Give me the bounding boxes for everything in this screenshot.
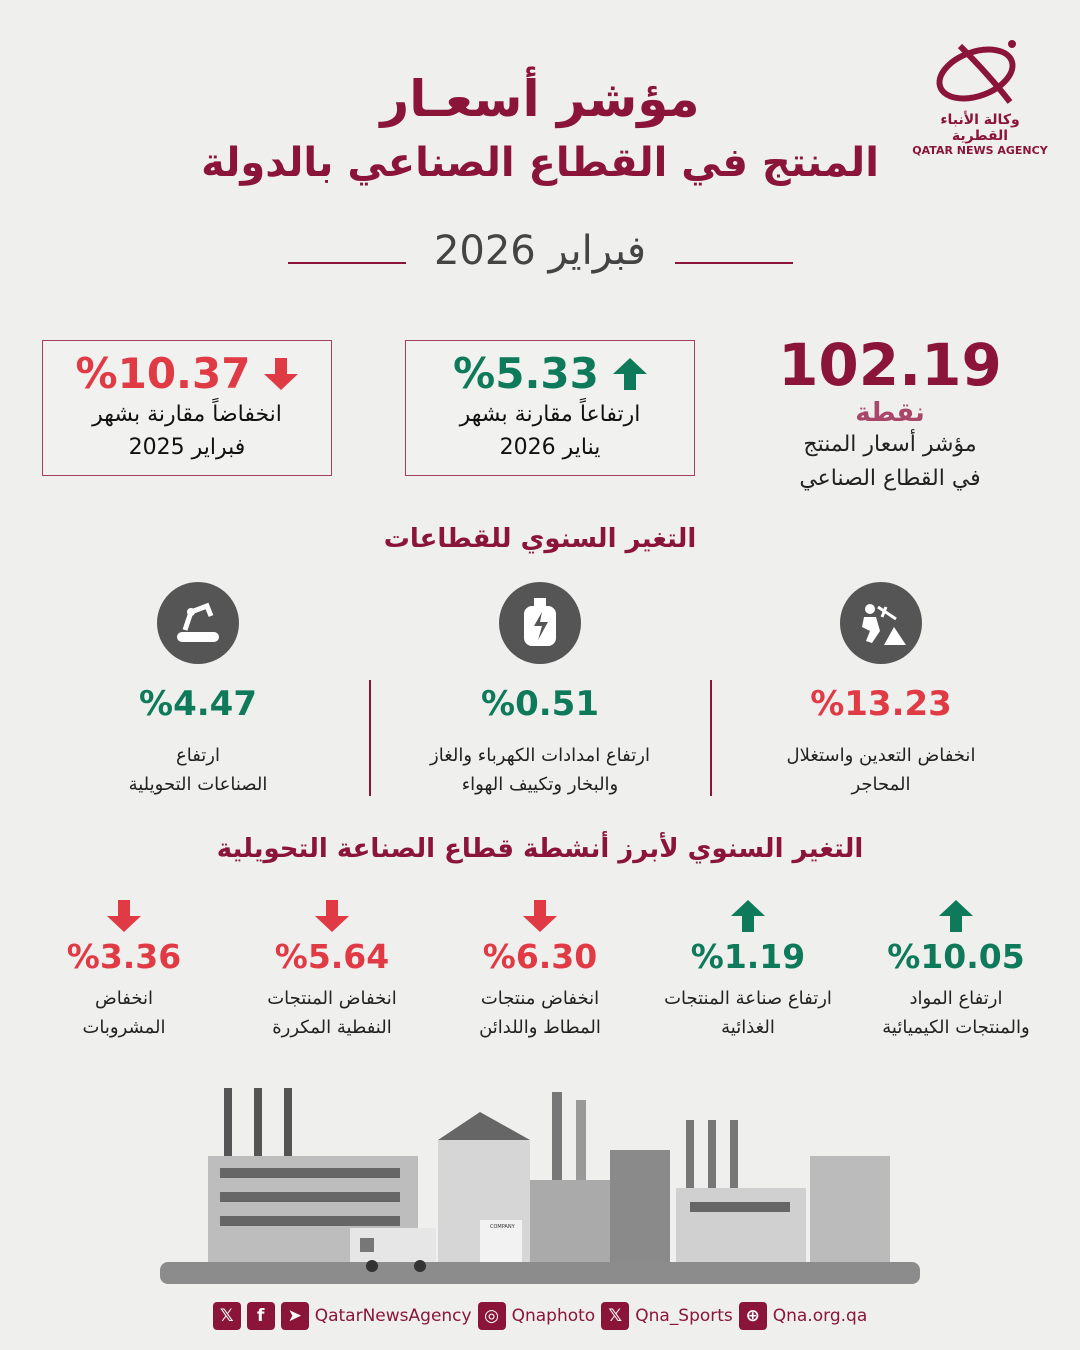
social-footer xyxy=(0,1302,1080,1330)
page-subtitle: المنتج في القطاع الصناعي بالدولة xyxy=(201,140,879,186)
activity-label: انخفاض المشروبات xyxy=(82,988,166,1038)
divider xyxy=(369,680,371,796)
company-sign: COMPANY xyxy=(490,1224,515,1230)
handle-qna-sports[interactable]: Qna_Sports xyxy=(635,1306,733,1326)
website-link[interactable]: Qna.org.qa xyxy=(772,1306,868,1326)
factory-illustration xyxy=(150,1080,930,1290)
monthly-change-box xyxy=(405,340,695,476)
x-icon[interactable]: 𝕏 xyxy=(601,1302,629,1330)
sector-label-utilities: ارتفاع امدادات الكهرباء والغاز والبخار وتكييف الهواء xyxy=(430,745,650,795)
report-date: فبراير 2026 xyxy=(433,228,647,274)
activity-value: %5.64 xyxy=(274,937,390,976)
activity-value: %3.36 xyxy=(66,937,182,976)
monthly-value: %5.33 xyxy=(453,349,599,398)
logo-arabic: وكالة الأنباء القطرية xyxy=(940,112,1020,144)
sectors-title: التغير السنوي للقطاعات xyxy=(383,524,697,554)
page-title: مؤشر أسعـار xyxy=(380,70,700,128)
activity-label: ارتفاع المواد والمنتجات الكيميائية xyxy=(882,988,1030,1038)
x-icon[interactable]: 𝕏 xyxy=(213,1302,241,1330)
activity-value: %1.19 xyxy=(690,937,806,976)
arrow-down-icon xyxy=(24,900,224,932)
robot-arm-icon xyxy=(157,582,239,664)
sector-value-manufacturing: %4.47 xyxy=(139,684,257,724)
arrow-up-icon xyxy=(613,358,647,390)
activities-title: التغير السنوي لأبرز أنشطة قطاع الصناعة التحويلية xyxy=(216,834,864,864)
gas-cylinder-icon xyxy=(499,582,581,664)
index-value: 102.19 xyxy=(778,331,1002,399)
globe-icon[interactable]: ⊕ xyxy=(739,1302,767,1330)
arrow-down-icon xyxy=(232,900,432,932)
index-label-1: مؤشر أسعار المنتج xyxy=(803,432,977,457)
activity-label: انخفاض المنتجات النفطية المكررة xyxy=(267,988,397,1038)
yearly-value: %10.37 xyxy=(75,349,251,398)
activity-value: %10.05 xyxy=(887,937,1025,976)
divider xyxy=(710,680,712,796)
arrow-up-icon xyxy=(648,900,848,932)
instagram-icon[interactable]: ◎ xyxy=(478,1302,506,1330)
index-label-2: في القطاع الصناعي xyxy=(799,466,981,491)
arrow-up-icon xyxy=(856,900,1056,932)
logo-english: QATAR NEWS AGENCY xyxy=(912,144,1048,157)
activity-label: ارتفاع صناعة المنتجات الغذائية xyxy=(664,988,832,1038)
facebook-icon[interactable]: f xyxy=(247,1302,275,1330)
index-unit: نقطة xyxy=(855,398,925,428)
telegram-icon[interactable]: ➤ xyxy=(281,1302,309,1330)
handle-qnaphoto[interactable]: Qnaphoto xyxy=(511,1306,596,1326)
sector-label-mining: انخفاض التعدين واستغلال المحاجر xyxy=(786,745,976,795)
sector-value-mining: %13.23 xyxy=(810,684,952,724)
arrow-down-icon xyxy=(264,358,298,390)
yearly-label-2: فبراير 2025 xyxy=(128,435,246,460)
monthly-label-1: ارتفاعاً مقارنة بشهر xyxy=(459,402,641,427)
headline-index xyxy=(760,330,1020,496)
sector-label-manufacturing: ارتفاع الصناعات التحويلية xyxy=(128,745,268,795)
monthly-label-2: يناير 2026 xyxy=(499,435,601,460)
activity-value: %6.30 xyxy=(482,937,598,976)
mining-icon xyxy=(840,582,922,664)
handle-qatarnewsagency[interactable]: QatarNewsAgency xyxy=(314,1306,472,1326)
yearly-label-1: انخفاضاً مقارنة بشهر xyxy=(92,402,282,427)
sector-value-utilities: %0.51 xyxy=(481,684,599,724)
arrow-down-icon xyxy=(440,900,640,932)
yearly-change-box xyxy=(42,340,332,476)
activity-label: انخفاض منتجات المطاط واللدائن xyxy=(479,988,601,1038)
